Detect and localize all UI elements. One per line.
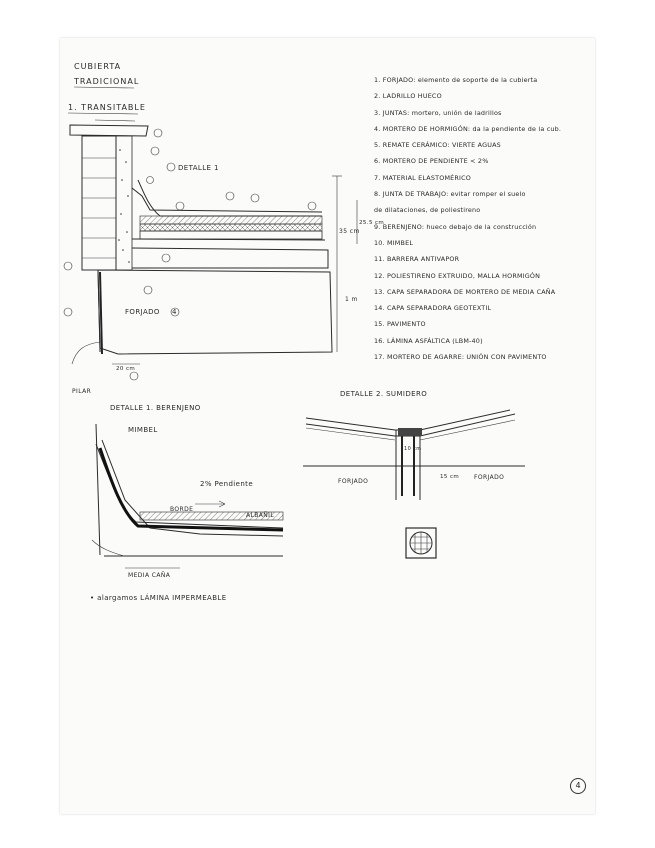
legend-item: 9. BERENJENO: hueco debajo de la construcción — [374, 222, 537, 231]
detalle2-drawing — [303, 410, 525, 558]
dim-255: 25.5 cm — [359, 220, 385, 226]
main-section-drawing — [64, 120, 357, 380]
forjado-label: FORJADO — [125, 308, 160, 316]
legend-item: 15. PAVIMENTO — [374, 320, 426, 329]
legend-item: 16. LÁMINA ASFÁLTICA (LBM-40) — [374, 336, 483, 345]
detalle1-mimbel: MIMBEL — [128, 426, 158, 434]
title-line1: CUBIERTA — [74, 62, 122, 71]
forjado-number: 4 — [172, 308, 177, 316]
dim-20: 20 cm — [116, 366, 136, 372]
detalle2-dim-10: 10 cm — [404, 446, 422, 452]
legend-item: 14. CAPA SEPARADORA GEOTEXTIL — [374, 304, 492, 313]
legend-item: 5. REMATE CERÁMICO: VIERTE AGUAS — [374, 141, 501, 150]
page-number: 4 — [570, 778, 586, 794]
detalle1-albanil: ALBAÑIL — [246, 512, 275, 519]
detalle1-media-cana: MEDIA CAÑA — [128, 572, 171, 579]
pilar-label: PILAR — [72, 388, 92, 395]
legend-item: 7. MATERIAL ELASTOMÉRICO — [374, 173, 472, 182]
legend-item: 10. MIMBEL — [374, 238, 414, 247]
legend-item: 13. CAPA SEPARADORA DE MORTERO DE MEDIA CAÑA — [374, 287, 556, 296]
detalle1-title: DETALLE 1. BERENJENO — [110, 404, 201, 412]
legend-item: 8. JUNTA DE TRABAJO: evitar romper el suelo — [374, 190, 526, 199]
detalle1-drawing — [92, 424, 283, 568]
detalle1-callout: DETALLE 1 — [178, 164, 219, 172]
legend-item: 12. POLIESTIRENO EXTRUIDO, MALLA HORMIGÓN — [374, 271, 541, 280]
detalle2-title: DETALLE 2. SUMIDERO — [340, 390, 428, 398]
detalle1-borde: BORDE — [170, 506, 194, 513]
bottom-note: • alargamos LÁMINA IMPERMEABLE — [90, 594, 227, 602]
legend-item: 1. FORJADO: elemento de soporte de la cubierta — [374, 76, 538, 84]
detalle2-dim-15: 15 cm — [440, 474, 460, 480]
detalle2-forjado-left: FORJADO — [338, 478, 369, 485]
legend-item: 3. JUNTAS: mortero, unión de ladrillos — [374, 108, 502, 117]
legend-item: 11. BARRERA ANTIVAPOR — [374, 255, 460, 264]
legend-list — [374, 76, 589, 369]
legend-item: de dilataciones, de poliestireno — [374, 206, 481, 215]
legend-item: 4. MORTERO DE HORMIGÓN: da la pendiente de la cub. — [374, 124, 562, 133]
legend-item: 6. MORTERO DE PENDIENTE < 2% — [374, 157, 489, 166]
legend-item: 17. MORTERO DE AGARRE: UNIÓN CON PAVIMENTO — [374, 353, 547, 362]
detalle2-forjado-right: FORJADO — [474, 474, 505, 481]
section1-heading: 1. TRANSITABLE — [68, 103, 146, 112]
legend-item: 2. LADRILLO HUECO — [374, 92, 442, 101]
detalle1-pendiente: 2% Pendiente — [200, 480, 254, 488]
title-line2: TRADICIONAL — [74, 77, 140, 86]
dim-35: 35 cm — [339, 228, 360, 235]
dim-1m: 1 m — [345, 296, 358, 303]
